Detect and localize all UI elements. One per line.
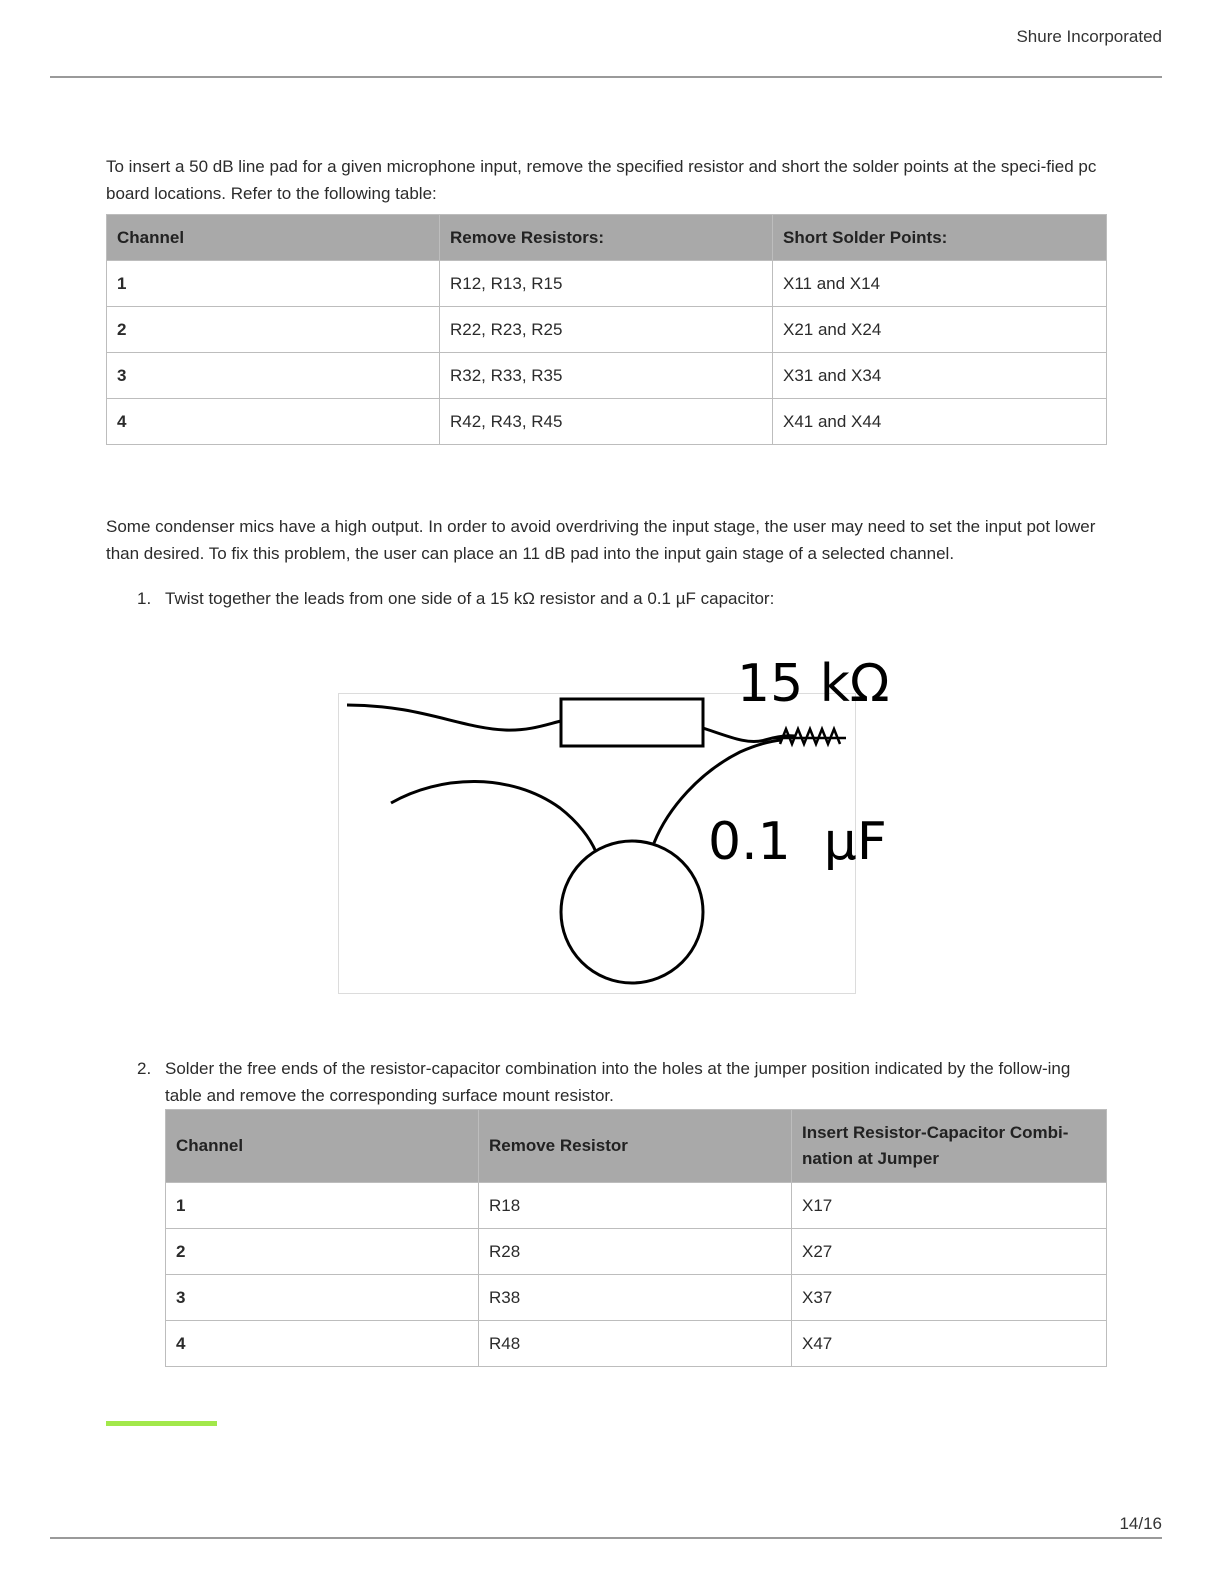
input-pad-table bbox=[165, 1109, 1107, 1367]
cell-channel: 2 bbox=[166, 1229, 479, 1275]
table-row bbox=[166, 1229, 1107, 1275]
cell-remove-resistor: R48 bbox=[479, 1321, 792, 1367]
cell-jumper: X27 bbox=[792, 1229, 1107, 1275]
cell-remove-resistor: R28 bbox=[479, 1229, 792, 1275]
cell-channel: 3 bbox=[107, 353, 440, 399]
cell-remove-resistors: R22, R23, R25 bbox=[440, 307, 773, 353]
page-number: 14/16 bbox=[1119, 1514, 1162, 1533]
cell-short-solder-points: X11 and X14 bbox=[773, 261, 1107, 307]
step-text: Twist together the leads from one side of a 15 kΩ resistor and a 0.1 µF capacitor: bbox=[165, 589, 775, 608]
cell-channel: 2 bbox=[107, 307, 440, 353]
step-text: Solder the free ends of the resistor-capacitor combination into the holes at the jumper position indicated by the follow-ing table and remove the corresponding surface mount resistor. bbox=[165, 1059, 1071, 1105]
cell-short-solder-points: X21 and X24 bbox=[773, 307, 1107, 353]
column-header-channel: Channel bbox=[166, 1110, 479, 1183]
intro-paragraph: To insert a 50 dB line pad for a given microphone input, remove the specified resistor and short the solder points at the speci-fied pc board locations. Refer to the following table: bbox=[106, 157, 1097, 203]
cell-remove-resistors: R12, R13, R15 bbox=[440, 261, 773, 307]
table-header-row bbox=[166, 1110, 1107, 1183]
condenser-paragraph: Some condenser mics have a high output. In order to avoid overdriving the input stage, the user may need to set the input pot lower than desired. To fix this problem, the user can place an 11 dB pad into the input gain stage of a selected channel. bbox=[106, 517, 1096, 563]
table-row bbox=[166, 1321, 1107, 1367]
twisted-leads-icon bbox=[772, 729, 846, 744]
cell-jumper: X47 bbox=[792, 1321, 1107, 1367]
capacitor-lead-left bbox=[391, 781, 596, 852]
table-row bbox=[166, 1275, 1107, 1321]
cell-remove-resistors: R42, R43, R45 bbox=[440, 399, 773, 445]
column-header-short-solder-points: Short Solder Points: bbox=[773, 215, 1107, 261]
column-header-remove-resistor: Remove Resistor bbox=[479, 1110, 792, 1183]
table-row bbox=[166, 1183, 1107, 1229]
column-header-remove-resistors: Remove Resistors: bbox=[440, 215, 773, 261]
header-company-name: Shure Incorporated bbox=[1016, 27, 1162, 46]
column-header-channel: Channel bbox=[107, 215, 440, 261]
resistor-lead-left bbox=[347, 705, 561, 730]
column-header-insert-combination: Insert Resistor-Capacitor Combi-nation at Jumper bbox=[792, 1110, 1107, 1183]
footer-rule bbox=[50, 1537, 1162, 1539]
cell-jumper: X37 bbox=[792, 1275, 1107, 1321]
cell-channel: 4 bbox=[166, 1321, 479, 1367]
capacitor-body bbox=[561, 841, 703, 983]
cell-channel: 1 bbox=[107, 261, 440, 307]
cell-channel: 4 bbox=[107, 399, 440, 445]
resistor-body bbox=[561, 699, 703, 746]
cell-remove-resistor: R18 bbox=[479, 1183, 792, 1229]
accent-bar bbox=[106, 1421, 217, 1426]
capacitor-label: 0.1 µF bbox=[708, 812, 887, 872]
resistor-label: 15 kΩ bbox=[737, 654, 890, 714]
cell-remove-resistors: R32, R33, R35 bbox=[440, 353, 773, 399]
step-number: 2. bbox=[137, 1059, 152, 1078]
step-number: 1. bbox=[137, 589, 152, 608]
cell-channel: 1 bbox=[166, 1183, 479, 1229]
cell-jumper: X17 bbox=[792, 1183, 1107, 1229]
cell-short-solder-points: X41 and X44 bbox=[773, 399, 1107, 445]
cell-short-solder-points: X31 and X34 bbox=[773, 353, 1107, 399]
cell-channel: 3 bbox=[166, 1275, 479, 1321]
cell-remove-resistor: R38 bbox=[479, 1275, 792, 1321]
